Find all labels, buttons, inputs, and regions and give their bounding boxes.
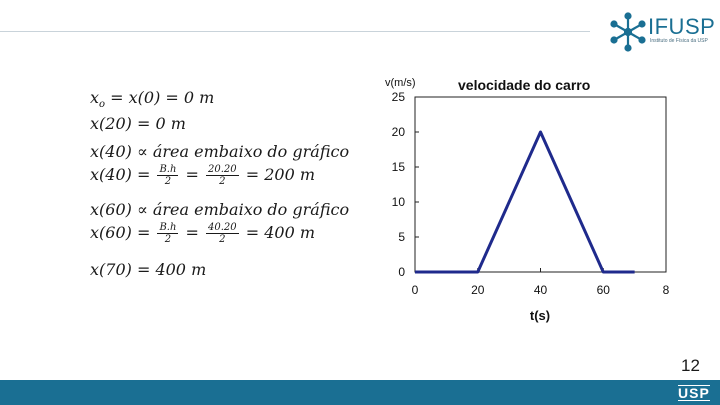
equation-lhs: x xyxy=(90,88,100,107)
x-tick-label: 0 xyxy=(411,283,419,297)
y-tick-label: 5 xyxy=(398,230,405,244)
x-tick-label: 20 xyxy=(471,283,485,297)
equation-x70: x(70) = 400 m xyxy=(90,260,207,279)
equation-x40-value: x(40) = $\frac{B.h}{2}$ = $\frac{20.20}{2}$ = 200 m xyxy=(90,164,316,187)
equation-rest: = 400 m xyxy=(240,223,316,242)
y-tick-label: 10 xyxy=(391,195,405,209)
equation-rest: = x(0) = 0 m xyxy=(105,88,215,107)
velocity-series-line xyxy=(415,132,635,272)
snowflake-icon xyxy=(9,6,22,19)
x-tick-label: 60 xyxy=(596,283,610,297)
fraction-values: $\frac{20.20}{2}$ xyxy=(208,164,237,187)
x-tick-label: 8 xyxy=(662,283,670,297)
fraction-values: $\frac{40.20}{2}$ xyxy=(208,222,237,245)
equation-x60-value: x(60) = $\frac{B.h}{2}$ = $\frac{40.20}{2}$ = 400 m xyxy=(90,222,316,245)
equation-x20: x(20) = 0 m xyxy=(90,114,186,133)
chart-title: velocidade do carro xyxy=(458,77,591,93)
page-number: 12 xyxy=(681,356,700,375)
equation-lhs: x(60) = xyxy=(90,223,156,242)
header-divider xyxy=(0,31,590,32)
fraction-formula: $\frac{B.h}{2}$ xyxy=(159,222,177,245)
logo-text: IFUSP xyxy=(648,14,716,39)
x-tick-label: 40 xyxy=(533,283,548,297)
equation-lhs: x(40) = xyxy=(90,165,156,184)
usp-logo: USP xyxy=(678,385,710,401)
footer-bar xyxy=(0,380,720,405)
chart-ylabel: v(m/s) xyxy=(385,77,416,89)
snowflake-icon xyxy=(612,14,645,51)
y-tick-label: 0 xyxy=(398,265,405,279)
y-tick-label: 25 xyxy=(391,90,405,104)
equation-rest: = 200 m xyxy=(240,165,316,184)
fraction-formula: $\frac{B.h}{2}$ xyxy=(159,164,177,187)
logo-subtitle: Instituto de Física da USP xyxy=(650,38,708,44)
equation-x0 xyxy=(90,88,214,110)
y-tick-label: 15 xyxy=(391,160,405,174)
equation-subscript: o xyxy=(99,99,106,111)
y-tick-label: 20 xyxy=(391,125,405,139)
equation-x40-proportional: x(40) ∝ área embaixo do gráfico xyxy=(90,142,350,161)
chart-plot-frame xyxy=(415,97,666,272)
equation-x60-proportional: x(60) ∝ área embaixo do gráfico xyxy=(90,200,350,219)
chart-xlabel: t(s) xyxy=(529,308,551,323)
velocity-chart xyxy=(370,70,675,330)
